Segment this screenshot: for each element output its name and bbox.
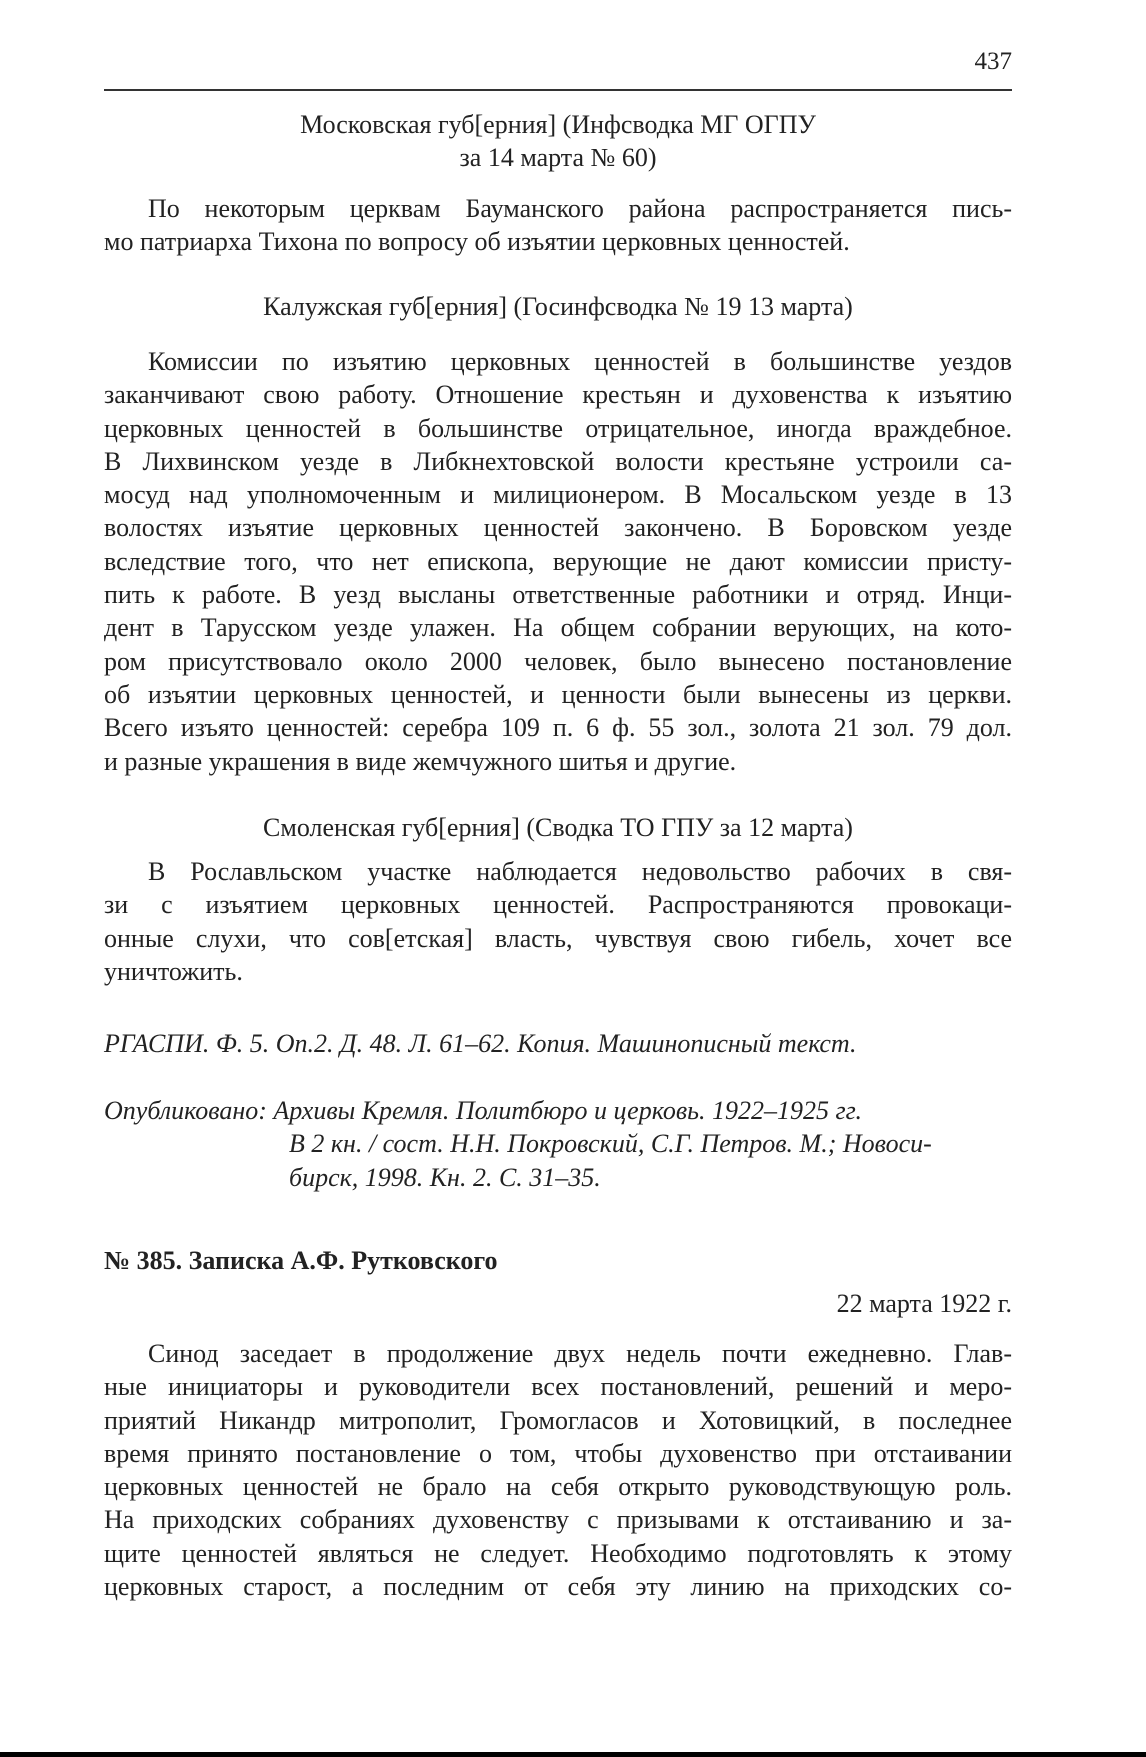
- paragraph-document: [104, 1337, 1012, 1603]
- text-line: мосуд над уполномоченным и милиционером. В Мосальском уезде в 13: [104, 480, 1012, 510]
- section-heading-moscow: [104, 108, 1012, 175]
- text-line: об изъятии церковных ценностей, и ценности были вынесены из церкви.: [104, 679, 1012, 709]
- text-line: щите ценностей являться не следует. Необходимо подготовлять к этому: [104, 1538, 1012, 1568]
- text-line: По некоторым церквам Бауманского района распространяется пись-: [148, 194, 1012, 223]
- text-line: вследствие того, что нет епископа, верующие не дают комиссии присту-: [104, 546, 1012, 576]
- section-heading-kaluga: Калужская губ[ерния] (Госинфсводка № 19 13 марта): [263, 292, 853, 321]
- archive-source: РГАСПИ. Ф. 5. Оп.2. Д. 48. Л. 61–62. Копия. Машинописный текст.: [104, 1029, 857, 1058]
- header-rule: [104, 89, 1012, 91]
- text-line: время принято постановление о том, чтобы духовенство при отстаивании: [104, 1438, 1012, 1468]
- page-number: 437: [974, 48, 1012, 75]
- text-line: Комиссии по изъятию церковных ценностей в большинстве уездов: [148, 347, 1012, 376]
- text-line: ром присутствовало около 2000 человек, было вынесено постановление: [104, 646, 1012, 676]
- text-line: волостях изъятие церковных ценностей закончено. В Боровском уезде: [104, 513, 1012, 543]
- document-title: № 385. Записка А.Ф. Рутковского: [104, 1246, 498, 1275]
- text-line: В Лихвинском уезде в Либкнехтовской волости крестьяне устроили са-: [104, 446, 1012, 476]
- text-line: Синод заседает в продолжение двух недель почти ежедневно. Глав-: [148, 1339, 1012, 1368]
- heading-line: за 14 марта № 60): [459, 143, 657, 173]
- publication-line: Опубликовано: Архивы Кремля. Политбюро и церковь. 1922–1925 гг.: [104, 1096, 862, 1125]
- text-line: церковных старост, а последним от себя эту линию на приходских со-: [104, 1572, 1012, 1602]
- publication-line: В 2 кн. / сост. Н.Н. Покровский, С.Г. Петров. М.; Новоси-: [289, 1129, 932, 1159]
- text-line: пить к работе. В уезд высланы ответственные работники и отряд. Инци-: [104, 580, 1012, 610]
- section-heading-smolensk: Смоленская губ[ерния] (Сводка ТО ГПУ за 12 марта): [263, 813, 853, 842]
- text-line: приятий Никандр митрополит, Громогласов и Хотовицкий, в последнее: [104, 1405, 1012, 1435]
- publication-line: бирск, 1998. Кн. 2. С. 31–35.: [289, 1162, 601, 1192]
- publication-note: [104, 1094, 1012, 1194]
- text-line: церковных ценностей в большинстве отрицательное, иногда враждебное.: [104, 413, 1012, 443]
- paragraph-kaluga: [104, 345, 1012, 778]
- text-line: онные слухи, что сов[етская] власть, чувствуя свою гибель, хочет все: [104, 923, 1012, 953]
- text-line: В Рославльском участке наблюдается недовольство рабочих в свя-: [148, 857, 1012, 886]
- document-date: 22 марта 1922 г.: [836, 1289, 1012, 1318]
- text-line: уничтожить.: [104, 956, 243, 986]
- paragraph-smolensk: [104, 855, 1012, 988]
- text-line: Всего изъято ценностей: серебра 109 п. 6 ф. 55 зол., золота 21 зол. 79 дол.: [104, 713, 1012, 743]
- heading-line: Московская губ[ерния] (Инфсводка МГ ОГПУ: [300, 110, 816, 139]
- text-line: и разные украшения в виде жемчужного шитья и другие.: [104, 746, 737, 776]
- text-line: заканчивают свою работу. Отношение крестьян и духовенства к изъятию: [104, 380, 1012, 410]
- text-line: церковных ценностей не брало на себя открыто руководствующую роль.: [104, 1472, 1012, 1502]
- text-line: ные инициаторы и руководители всех постановлений, решений и меро-: [104, 1372, 1012, 1402]
- text-line: мо патриарха Тихона по вопросу об изъятии церковных ценностей.: [104, 227, 850, 257]
- paragraph-moscow: [104, 192, 1012, 259]
- bottom-edge: [0, 1752, 1146, 1757]
- text-line: дент в Тарусском уезде улажен. На общем собрании верующих, на кото-: [104, 613, 1012, 643]
- text-line: зи с изъятием церковных ценностей. Распространяются провокаци-: [104, 890, 1012, 920]
- text-line: На приходских собраниях духовенству с призывами к отстаиванию и за-: [104, 1505, 1012, 1535]
